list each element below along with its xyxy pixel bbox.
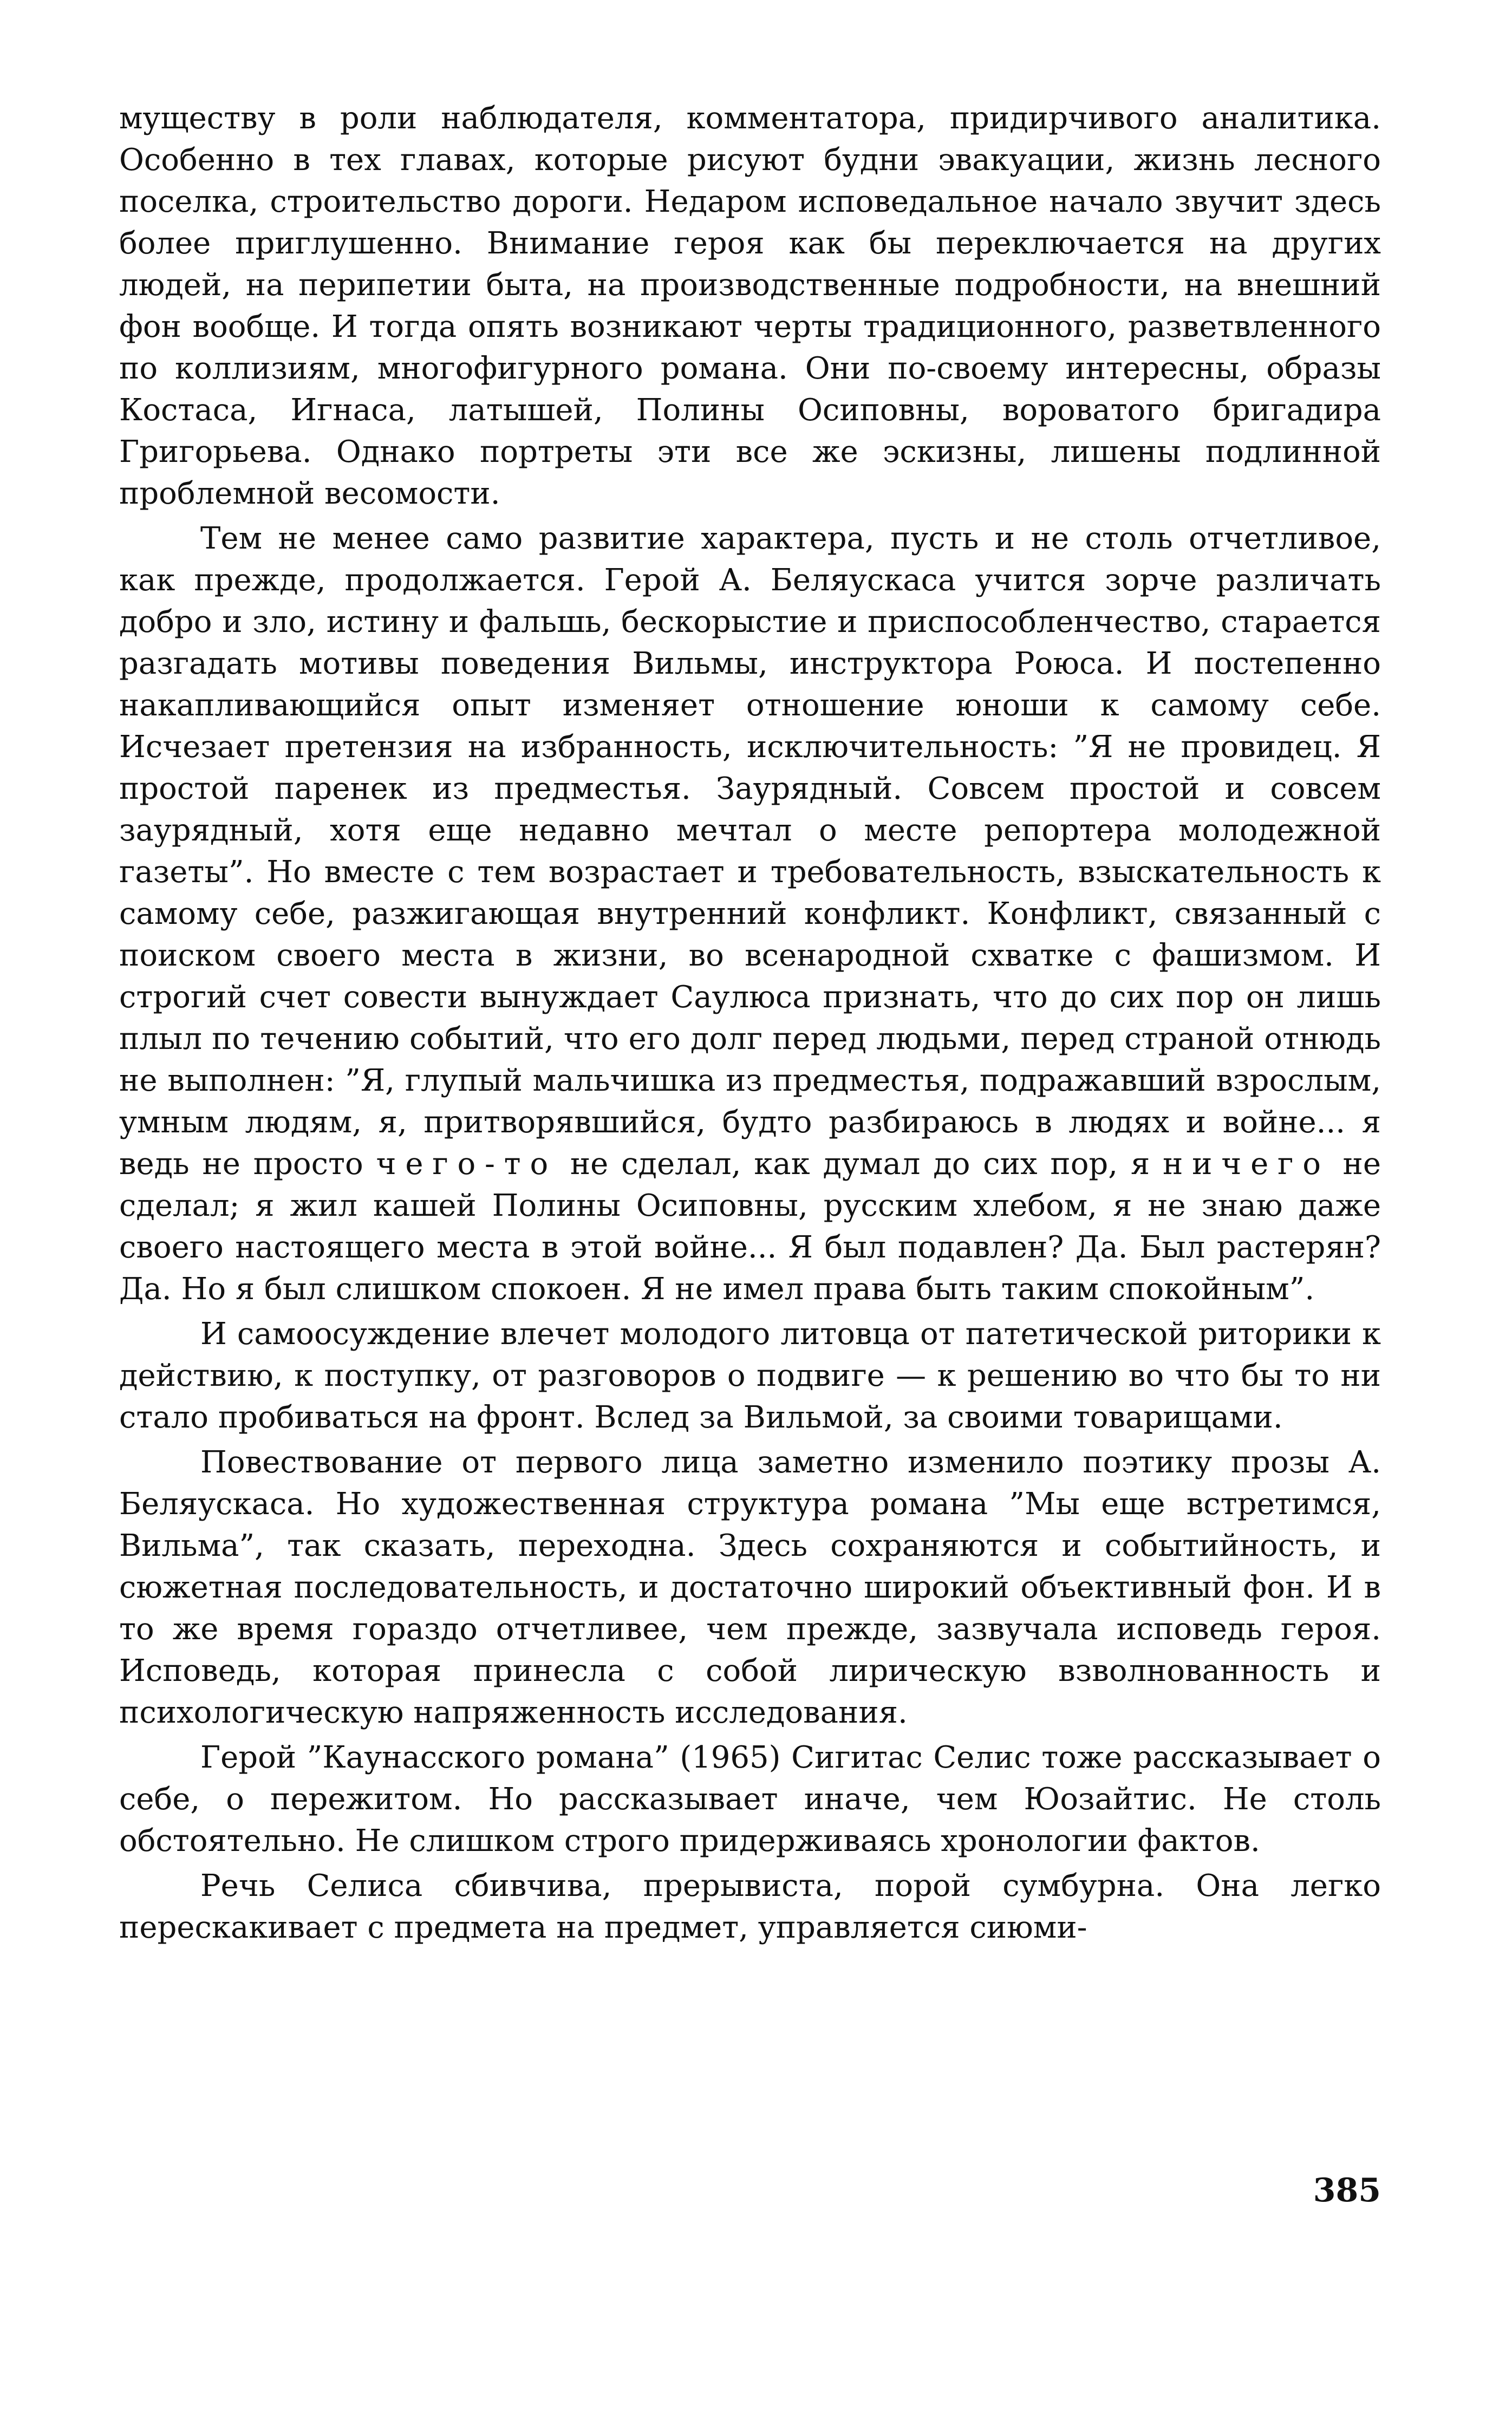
emphasized-word: ничего <box>1163 1146 1330 1182</box>
paragraph-text: Герой ”Каунасского романа” (1965) Сигитас Селис тоже рассказывает о себе, о пережитом. Но рассказывает иначе, чем Юозайтис. Не столь обстоятельно. Не слишком строго придерживаясь хронологии фактов. <box>119 1740 1381 1859</box>
paragraph-text: Речь Селиса сбивчива, прерывиста, порой сумбурна. Она легко перескакивает с предмета на предмет, управляется сиюми- <box>119 1868 1381 1945</box>
paragraph <box>119 518 1381 1310</box>
paragraph <box>119 1442 1381 1733</box>
paragraph-text: Повествование от первого лица заметно изменило поэтику прозы А. Беляускаса. Но художественная структура романа ”Мы еще встретимся, Вильма”, так сказать, переходна. Здесь сохраняются и событийность, и сюжетная последовательность, и достаточно широкий объективный фон. И в то же время гораздо отчетливее, чем прежде, зазвучала исповедь героя. Исповедь, которая принесла с собой лирическую взволнованность и психологическую напряженность исследования. <box>119 1445 1381 1730</box>
paragraph-text: Тем не менее само развитие характера, пусть и не столь отчетливое, как прежде, продолжается. Герой А. Беляускаса учится зорче различать добро и зло, истину и фальшь, бескорыстие и приспособленчество, старается разгадать мотивы поведения Вильмы, инструктора Роюса. И постепенно накапливающийся опыт изменяет отношение юноши к самому себе. Исчезает претензия на избранность, исключительность: ”Я не провидец. Я простой паренек из предместья. Заурядный. Совсем простой и совсем заурядный, хотя еще недавно мечтал о месте репортера молодежной газеты”. Но вместе с тем возрастает и требовательность, взыскательность к самому себе, разжигающая внутренний конфликт. Конфликт, связанный с поиском своего места в жизни, во всенародной схватке с фашизмом. И строгий счет совести вынуждает Саулюса признать, что до сих пор он лишь плыл по течению событий, что его долг перед людьми, перед страной отнюдь не выполнен: ”Я, глупый мальчишка из предместья, подражавший взрослым, умным людям, я, притворявшийся, будто разбираюсь в людях и войне... я ведь не просто <box>119 521 1381 1182</box>
body-text <box>119 97 1381 1952</box>
paragraph-text: И самоосуждение влечет молодого литовца от патетической риторики к действию, к поступку, от разговоров о подвиге — к решению во что бы то ни стало пробиваться на фронт. Вслед за Вильмой, за своими товарищами. <box>119 1316 1381 1435</box>
paragraph-text: не сделал; я жил кашей Полины Осиповны, русским хлебом, я не знаю даже своего настоящего места в этой войне... Я был подавлен? Да. Был растерян? Да. Но я был слишком спокоен. Я не имел права быть таким спокойным”. <box>119 1146 1381 1307</box>
paragraph <box>119 1865 1381 1948</box>
page-number: 385 <box>1313 2172 1381 2209</box>
emphasized-word: чего-то <box>376 1146 557 1182</box>
paragraph-text: не сделал, как думал до сих пор, я <box>557 1146 1163 1182</box>
paragraph-text: муществу в роли наблюдателя, комментатора, придирчивого аналитика. Особенно в тех главах, которые рисуют будни эвакуации, жизнь лесного поселка, строительство дороги. Недаром исповедальное начало звучит здесь более приглушенно. Внимание героя как бы переключается на других людей, на перипетии быта, на производственные подробности, на внешний фон вообще. И тогда опять возникают черты традиционного, разветвленного по коллизиям, многофигурного романа. Они по-своему интересны, образы Костаса, Игнаса, латышей, Полины Осиповны, вороватого бригадира Григорьева. Однако портреты эти все же эскизны, лишены подлинной проблемной весомости. <box>119 101 1381 511</box>
paragraph <box>119 1313 1381 1438</box>
paragraph <box>119 97 1381 514</box>
paragraph <box>119 1737 1381 1862</box>
